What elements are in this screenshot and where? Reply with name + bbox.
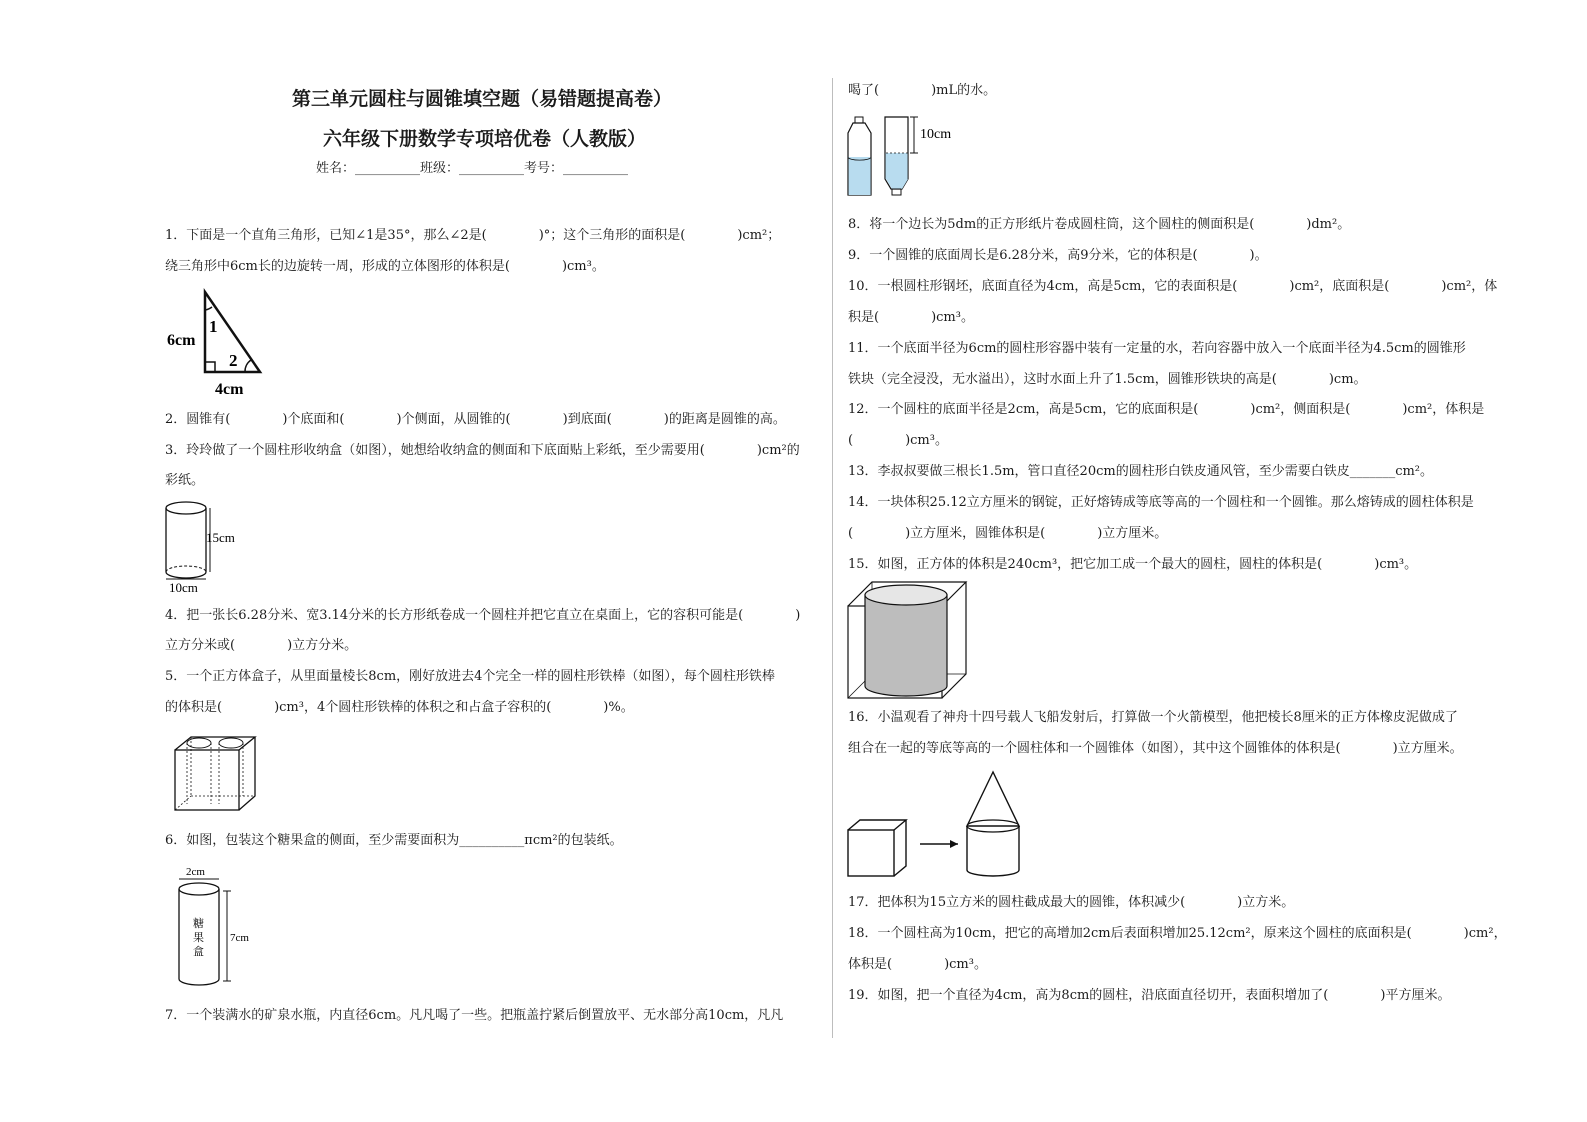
q9-line: 9．一个圆锥的底面周长是6.28分米，高9分米，它的体积是( )。 bbox=[848, 248, 1268, 263]
candy-box-diameter-label: 2cm bbox=[186, 866, 205, 878]
q3-line2: 彩纸。 bbox=[165, 473, 205, 488]
candy-box-height-label: 7cm bbox=[230, 932, 249, 944]
angle-2-label: 2 bbox=[229, 351, 238, 370]
q7-line2: 喝了( )mL的水。 bbox=[848, 83, 997, 98]
side-6cm-label: 6cm bbox=[167, 332, 196, 349]
student-info-line: 姓名：__________班级：__________考号：__________ bbox=[316, 161, 629, 176]
q11-line2: 铁块（完全浸没，无水溢出），这时水面上升了1.5cm，圆锥形铁块的高是( )cm。 bbox=[848, 372, 1367, 387]
cube-to-rocket-figure bbox=[846, 770, 1031, 880]
q10-line2: 积是( )cm³。 bbox=[848, 310, 974, 325]
box-diameter-label: 10cm bbox=[169, 580, 198, 595]
angle-1-label: 1 bbox=[209, 317, 218, 336]
box-height-label: 15cm bbox=[206, 530, 235, 545]
q4-line1: 4．把一张长6.28分米、宽3.14分米的长方形纸卷成一个圆柱并把它直立在桌面上，它的容积可能是( ) bbox=[165, 608, 801, 623]
q10-line1: 10．一根圆柱形钢坯，底面直径为4cm，高是5cm，它的表面积是( )cm²，底面积是( )cm²，体 bbox=[848, 279, 1498, 294]
q3-line1: 3．玲玲做了一个圆柱形收纳盒（如图），她想给收纳盒的侧面和下底面贴上彩纸，至少需要用( )cm²的 bbox=[165, 443, 800, 458]
q11-line1: 11．一个底面半径为6cm的圆柱形容器中装有一定量的水，若向容器中放入一个底面半径为4.5cm的圆锥形 bbox=[848, 341, 1466, 356]
q18-line2: 体积是( )cm³。 bbox=[848, 957, 987, 972]
q18-line1: 18．一个圆柱高为10cm，把它的高增加2cm后表面积增加25.12cm²，原来这个圆柱的底面积是( )cm²， bbox=[848, 926, 1507, 941]
candy-box-figure bbox=[170, 863, 260, 993]
column-divider bbox=[832, 78, 833, 1038]
q14-line2: ( )立方厘米，圆锥体积是( )立方厘米。 bbox=[848, 526, 1168, 541]
q14-line1: 14．一块体积25.12立方厘米的钢锭，正好熔铸成等底等高的一个圆柱和一个圆锥。那么熔铸成的圆柱体积是 bbox=[848, 495, 1474, 510]
worksheet-title: 第三单元圆柱与圆锥填空题（易错题提高卷） bbox=[292, 88, 673, 110]
candy-box-label-char2: 果 bbox=[193, 932, 204, 944]
q2-line: 2．圆锥有( )个底面和( )个侧面，从圆锥的( )到底面( )的距离是圆锥的高。 bbox=[165, 412, 786, 427]
storage-box-cylinder-figure bbox=[163, 500, 253, 596]
q4-line2: 立方分米或( )立方分米。 bbox=[165, 638, 358, 653]
q16-line1: 16．小温观看了神舟十四号载人飞船发射后，打算做一个火箭模型，他把棱长8厘米的正方体橡皮泥做成了 bbox=[848, 710, 1458, 725]
base-4cm-label: 4cm bbox=[215, 381, 244, 398]
q1-line1: 1．下面是一个直角三角形，已知∠1是35°，那么∠2是( )°；这个三角形的面积是( )cm²； bbox=[165, 228, 781, 243]
q5-line1: 5．一个正方体盒子，从里面量棱长8cm，刚好放进去4个完全一样的圆柱形铁棒（如图），每个圆柱形铁棒 bbox=[165, 669, 775, 684]
q19-line: 19．如图，把一个直径为4cm，高为8cm的圆柱，沿底面直径切开，表面积增加了( )平方厘米。 bbox=[848, 988, 1451, 1003]
q17-line: 17．把体积为15立方米的圆柱截成最大的圆锥，体积减少( )立方米。 bbox=[848, 895, 1295, 910]
bottle-height-label: 10cm bbox=[920, 127, 952, 142]
q6-line: 6．如图，包装这个糖果盒的侧面，至少需要面积为__________πcm²的包装纸。 bbox=[165, 833, 623, 848]
q1-line2: 绕三角形中6cm长的边旋转一周，形成的立体图形的体积是( )cm³。 bbox=[165, 259, 605, 274]
right-triangle-figure bbox=[165, 290, 265, 400]
candy-box-label-char1: 糖 bbox=[193, 918, 204, 930]
water-bottle-figure bbox=[848, 113, 968, 201]
q12-line1: 12．一个圆柱的底面半径是2cm，高是5cm，它的底面积是( )cm²，侧面积是( )cm²，体积是 bbox=[848, 402, 1485, 417]
q15-line: 15．如图，正方体的体积是240cm³，把它加工成一个最大的圆柱，圆柱的体积是( )cm³。 bbox=[848, 557, 1418, 572]
cube-with-rods-figure bbox=[173, 734, 263, 814]
q7-line1: 7．一个装满水的矿泉水瓶，内直径6cm。凡凡喝了一些。把瓶盖拧紧后倒置放平、无水部分高10cm，凡凡 bbox=[165, 1008, 784, 1023]
q8-line: 8．将一个边长为5dm的正方形纸片卷成圆柱筒，这个圆柱的侧面积是( )dm²。 bbox=[848, 217, 1351, 232]
candy-box-label-char3: 盒 bbox=[193, 946, 204, 958]
cube-cylinder-figure bbox=[846, 580, 971, 700]
worksheet-subtitle: 六年级下册数学专项培优卷（人教版） bbox=[323, 128, 647, 150]
q12-line2: ( )cm³。 bbox=[848, 433, 948, 448]
q13-line: 13．李叔叔要做三根长1.5m，管口直径20cm的圆柱形白铁皮通风管，至少需要白铁皮_______cm²。 bbox=[848, 464, 1434, 479]
q16-line2: 组合在一起的等底等高的一个圆柱体和一个圆锥体（如图），其中这个圆锥体的体积是( )立方厘米。 bbox=[848, 741, 1463, 756]
q5-line2: 的体积是( )cm³，4个圆柱形铁棒的体积之和占盒子容积的( )%。 bbox=[165, 700, 634, 715]
